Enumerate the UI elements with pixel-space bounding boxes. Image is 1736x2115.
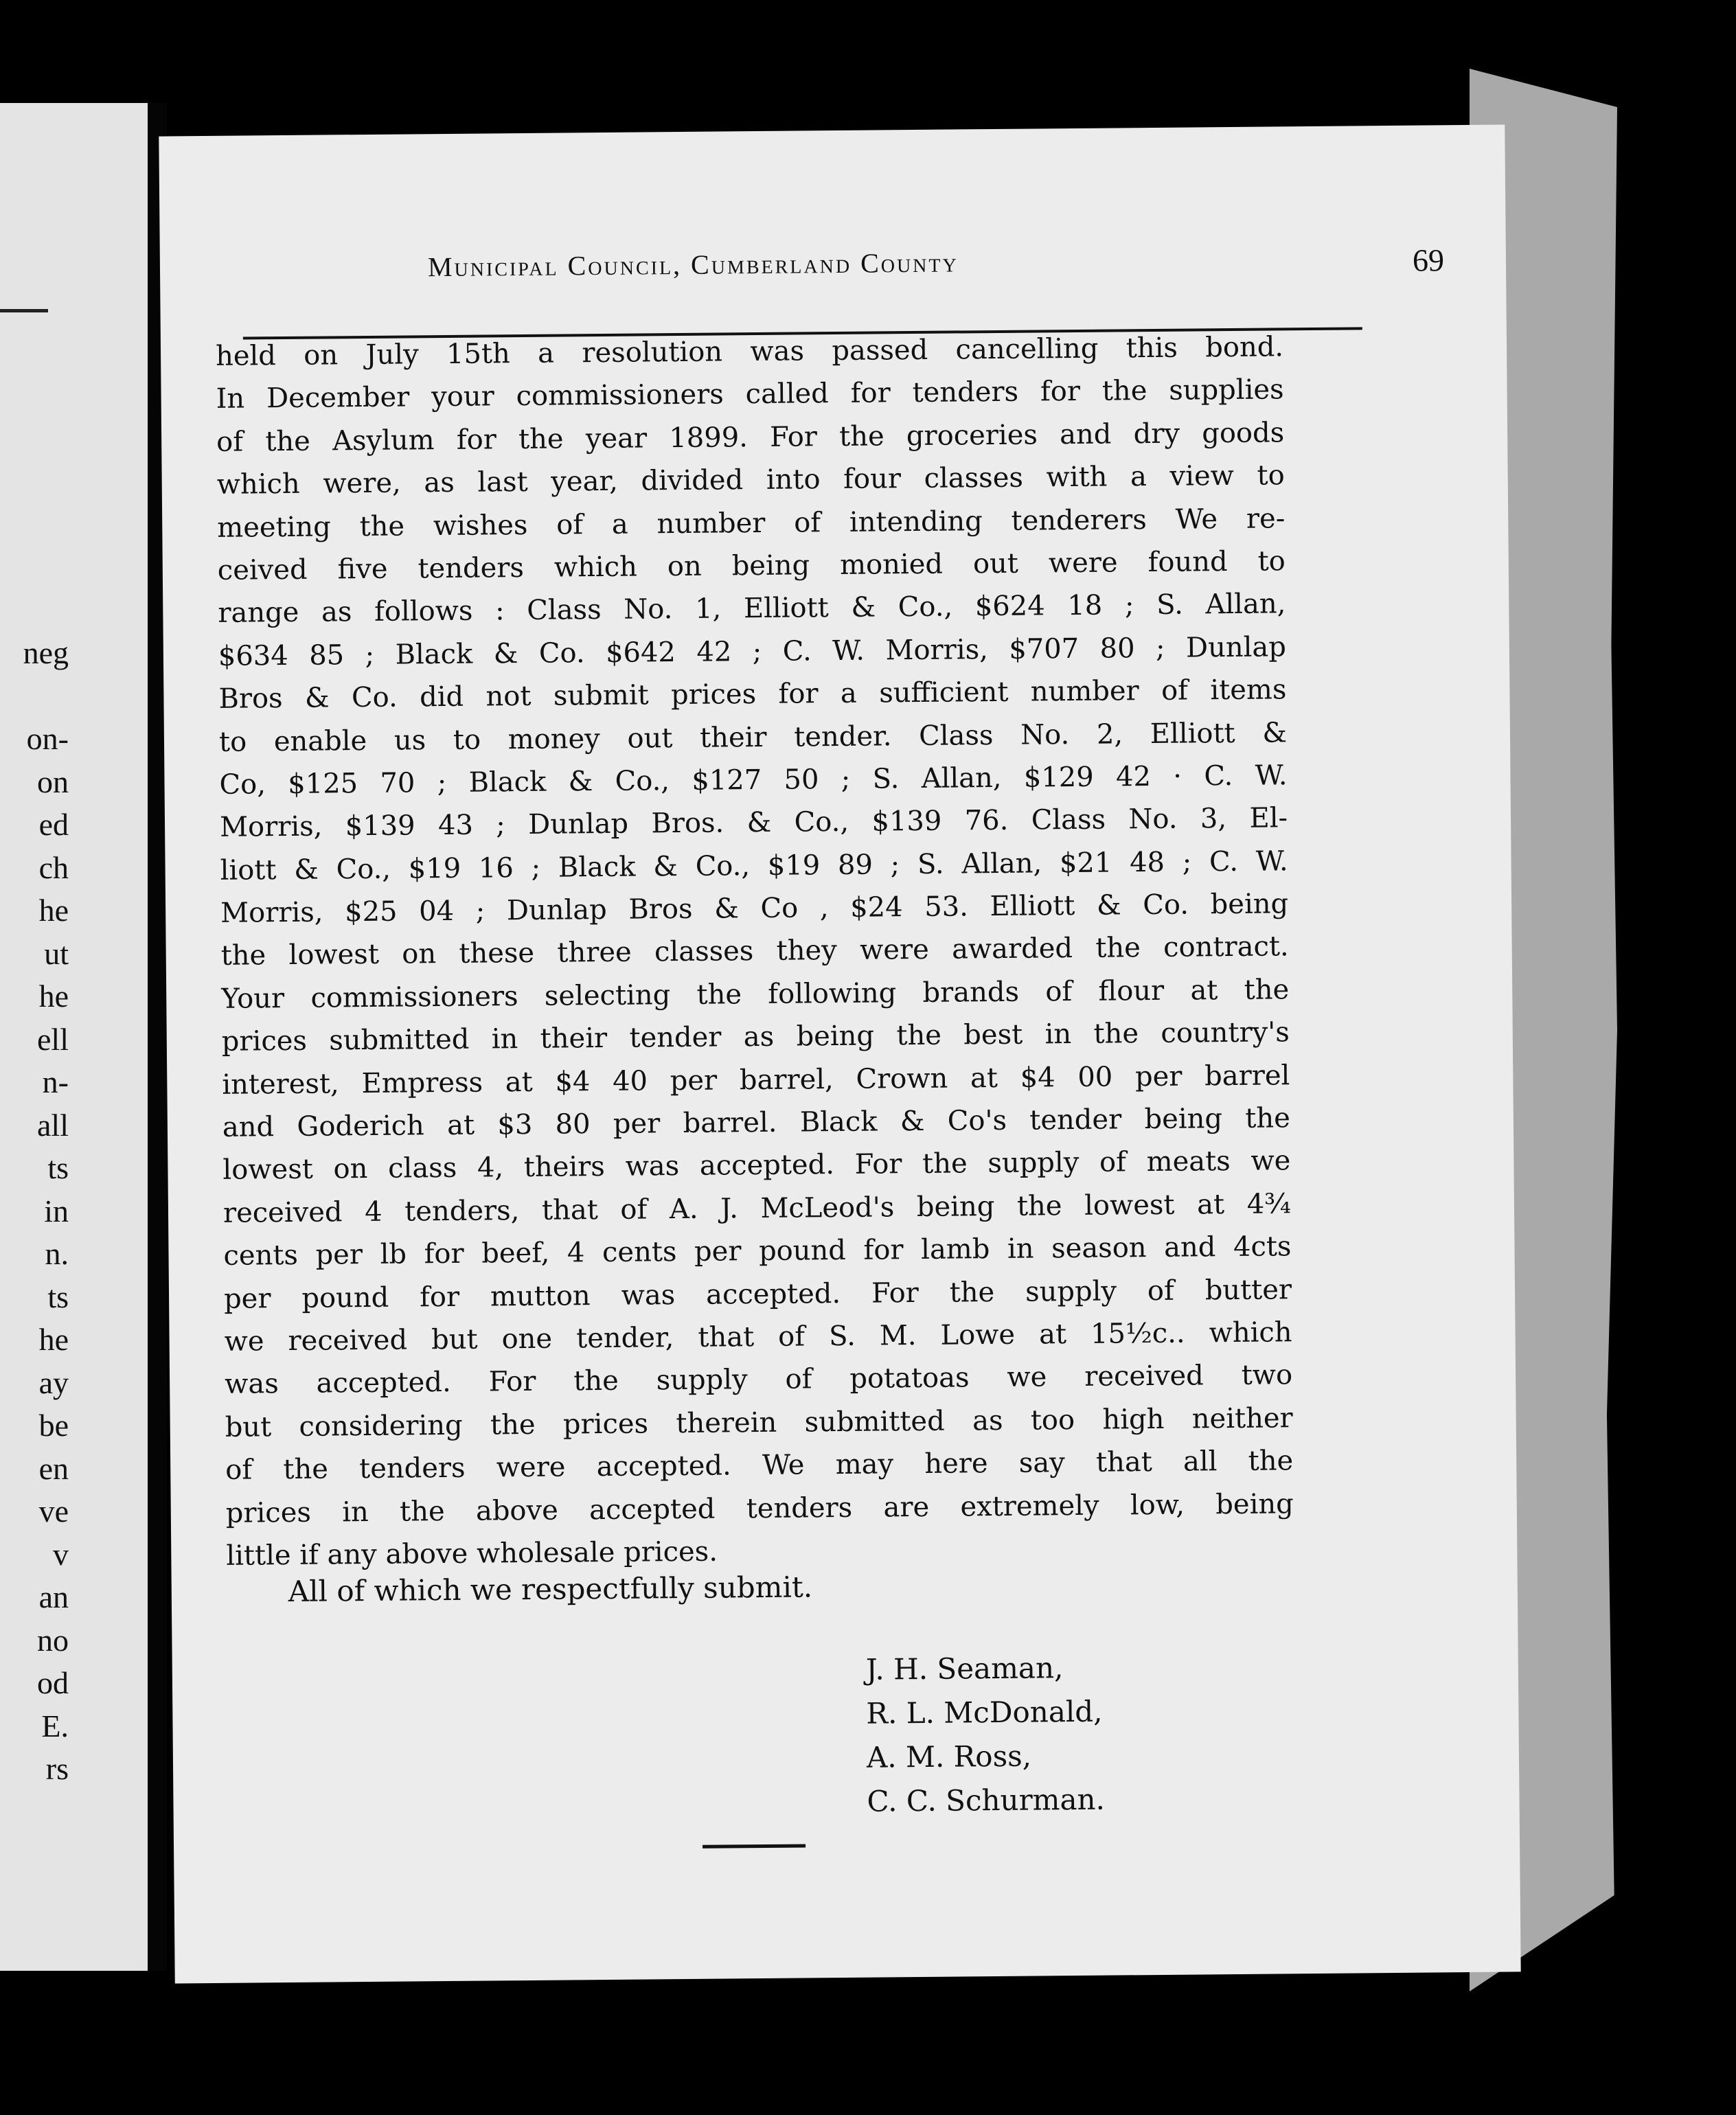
left-page-text-fragments — [0, 632, 69, 1791]
body-line: little if any above wholesale prices. — [226, 1535, 718, 1572]
report-body-text — [216, 325, 1294, 1577]
left-page-fragment: ell — [37, 1021, 69, 1057]
body-line: and Goderich at $3 80 per barrel. Black & Co's tender being the — [222, 1102, 1291, 1143]
left-page-fragment: he — [38, 893, 69, 928]
body-line: Morris, $25 04 ; Dunlap Bros & Co , $24 53. Elliott & Co. being — [220, 888, 1289, 929]
body-line: we received but one tender, that of S. M. Lowe at 15½c.. which — [224, 1316, 1292, 1358]
body-line: prices in the above accepted tenders are extremely low, being — [225, 1487, 1294, 1529]
left-page-fragment: he — [38, 1322, 69, 1357]
end-rule — [703, 1844, 806, 1848]
body-line: range as follows : Class No. 1, Elliott & Co., $624 18 ; S. Allan, — [218, 588, 1286, 630]
header-title: Municipal Council, Cumberland County — [427, 247, 959, 283]
body-line: meeting the wishes of a number of intending tenderers We re- — [217, 502, 1286, 544]
running-header — [428, 242, 1445, 299]
left-page-fragment: he — [38, 979, 69, 1014]
signatory-name: J. H. Seaman, — [865, 1651, 1064, 1687]
body-line: the lowest on these three classes they were awarded the contract. — [220, 930, 1289, 972]
left-page-fragment: ch — [38, 849, 69, 885]
left-page-fragment: ts — [47, 1279, 69, 1314]
left-page-fragment: all — [37, 1107, 69, 1143]
body-line: of the Asylum for the year 1899. For the groceries and dry goods — [216, 417, 1285, 458]
body-line: received 4 tenders, that of A. J. McLeod's being the lowest at 4¾ — [222, 1188, 1292, 1229]
left-page-fragment: n. — [45, 1236, 69, 1271]
left-page-rule — [0, 309, 48, 312]
document-page — [159, 124, 1520, 1983]
left-page-fragment: ts — [47, 1150, 69, 1185]
body-line: liott & Co., $19 16 ; Black & Co., $19 89 ; S. Allan, $21 48 ; C. W. — [220, 845, 1288, 887]
left-page-fragment: rs — [45, 1751, 69, 1786]
body-line: was accepted. For the supply of potatoas we received two — [224, 1359, 1293, 1401]
page-number: 69 — [1412, 242, 1445, 278]
body-line: lowest on class 4, theirs was accepted. For the supply of meats we — [222, 1145, 1291, 1187]
signatory-name: C. C. Schurman. — [867, 1782, 1106, 1818]
left-page-fragment: ed — [38, 807, 69, 842]
left-page-fragment — [0, 675, 69, 718]
body-line: interest, Empress at $4 40 per barrel, Crown at $4 00 per barrel — [222, 1059, 1290, 1101]
left-page-fragment: neg — [23, 635, 69, 670]
body-line: of the tenders were accepted. We may here say that all the — [225, 1445, 1294, 1486]
left-page-fragment: no — [37, 1622, 69, 1658]
body-line: Bros & Co. did not submit prices for a sufficient number of items — [218, 674, 1287, 715]
signatory-name: A. M. Ross, — [866, 1739, 1032, 1774]
body-line: per pound for mutton was accepted. For the supply of butter — [223, 1273, 1292, 1315]
body-line: cents per lb for beef, 4 cents per pound for lamb in season and 4cts — [223, 1231, 1292, 1272]
body-line: Your commissioners selecting the following brands of flour at the — [221, 974, 1290, 1015]
left-page-fragment: en — [38, 1450, 69, 1486]
left-page-fragment: ve — [38, 1494, 69, 1529]
left-page-fragment: ay — [38, 1364, 69, 1400]
left-page-fragment: be — [38, 1408, 69, 1443]
left-page-fragment: n- — [42, 1064, 69, 1099]
body-line: Co, $125 70 ; Black & Co., $127 50 ; S. Allan, $129 42 · C. W. — [219, 759, 1288, 801]
body-line: $634 85 ; Black & Co. $642 42 ; C. W. Morris, $707 80 ; Dunlap — [218, 631, 1287, 672]
left-page-fragment: in — [44, 1193, 69, 1228]
body-line: but considering the prices therein submitted as too high neither — [225, 1402, 1293, 1443]
signatory-name: R. L. McDonald, — [866, 1694, 1103, 1730]
left-page-fragment: an — [38, 1579, 69, 1614]
left-page-fragment: v — [53, 1536, 69, 1572]
body-line: which were, as last year, divided into four classes with a view to — [216, 459, 1285, 501]
body-line: In December your commissioners called for tenders for the supplies — [216, 374, 1284, 415]
left-page-fragment: ut — [44, 935, 69, 971]
left-page-fragment: E. — [41, 1708, 69, 1744]
body-line: ceived five tenders which on being monied out were found to — [217, 545, 1286, 586]
left-page-fragment: od — [37, 1665, 69, 1700]
left-page-fragment: on — [37, 764, 69, 799]
signature-block — [866, 1646, 1106, 1824]
body-line: held on July 15th a resolution was passed cancelling this bond. — [215, 331, 1284, 372]
body-line: prices submitted in their tender as being the best in the country's — [221, 1016, 1290, 1058]
body-line: Morris, $139 43 ; Dunlap Bros. & Co., $139 76. Class No. 3, El- — [219, 802, 1288, 844]
body-line: to enable us to money out their tender. Class No. 2, Elliott & — [218, 716, 1288, 758]
closing-line: All of which we respectfully submit. — [288, 1570, 813, 1609]
left-page-fragment: on- — [26, 721, 69, 756]
